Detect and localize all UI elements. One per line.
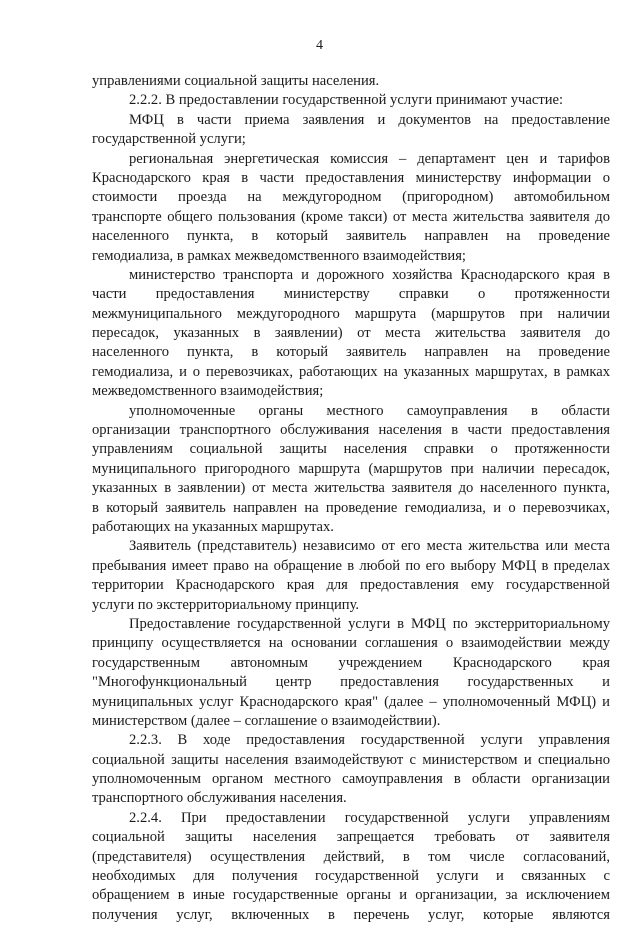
text-line: управлениями социальной защиты населения. xyxy=(92,73,380,89)
text-line: населенного пункта, в который заявитель направлен на проведение xyxy=(92,344,610,361)
text-line: МФЦ в части приема заявления и документов на предоставление xyxy=(129,111,610,128)
text-line: пересадок, указанных в заявлении) от места жительства заявителя до xyxy=(92,325,610,342)
text-line: гемодиализа, и о перевозчиках, работающих на указанных маршрутах, в рамках xyxy=(92,363,610,380)
text-line: организации транспортного обслуживания населения в части предоставления xyxy=(92,422,610,439)
text-line: стоимости проезда на междугородном (пригородном) автомобильном xyxy=(92,189,610,206)
text-line: транспорте общего пользования (кроме такси) от места жительства заявителя до xyxy=(92,208,610,225)
text-line: услуги по экстерриториальному принципу. xyxy=(92,596,360,613)
text-line: работающих на указанных маршрутах. xyxy=(92,518,334,535)
text-line: части предоставления министерству справки о протяженности xyxy=(92,286,610,303)
text-line: государственным автономным учреждением Краснодарского края xyxy=(92,654,610,671)
page-number: 4 xyxy=(316,38,323,53)
text-line: 2.2.2. В предоставлении государственной услуги принимают участие: xyxy=(129,92,564,109)
text-line: гемодиализа, в рамках межведомственного взаимодействия; xyxy=(92,247,466,264)
text-line: территории Краснодарского края для предоставления ему государственной xyxy=(92,577,610,594)
text-line: транспортного обслуживания населения. xyxy=(92,790,347,807)
document-body xyxy=(92,72,610,925)
text-line: муниципальных услуг Краснодарского края" (далее – уполномоченный МФЦ) и xyxy=(92,693,610,710)
text-line: государственной услуги; xyxy=(92,131,246,148)
text-line: социальной защиты населения взаимодействуют с министерством и специально xyxy=(92,751,610,768)
text-line: получения услуг, включенных в перечень услуг, которые являются xyxy=(92,906,610,923)
text-line: необходимых для получения государственной услуги и связанных с xyxy=(92,868,610,885)
text-line: 2.2.3. В ходе предоставления государственной услуги управления xyxy=(129,732,610,749)
text-line: министерство транспорта и дорожного хозяйства Краснодарского края в xyxy=(129,266,610,283)
text-line: уполномоченные органы местного самоуправления в области xyxy=(129,402,610,419)
text-line: указанных в заявлении) от места жительства заявителя до населенного пункта, xyxy=(92,480,610,497)
text-line: принципу осуществляется на основании соглашения о взаимодействии между xyxy=(92,635,610,652)
text-line: Предоставление государственной услуги в МФЦ по экстерриториальному xyxy=(129,615,610,632)
text-line: социальной защиты населения запрещается требовать от заявителя xyxy=(92,829,610,846)
text-line: "Многофункциональный центр предоставления государственных и xyxy=(92,674,610,691)
text-line: 2.2.4. При предоставлении государственной услуги управлениям xyxy=(129,809,610,826)
text-line: Заявитель (представитель) независимо от его места жительства или места xyxy=(129,538,610,555)
text-line: обращением в иные государственные органы и организации, за исключением xyxy=(92,887,610,904)
text-line: муниципального пригородного маршрута (маршрутов при наличии пересадок, xyxy=(92,460,610,477)
text-line: межмуниципального междугородного маршрута (маршрутов при наличии xyxy=(92,305,610,322)
text-line: управлениям социальной защиты населения справки о протяженности xyxy=(92,441,610,458)
text-line: Краснодарского края в части предоставления министерству информации о xyxy=(92,169,610,186)
text-line: межведомственного взаимодействия; xyxy=(92,383,324,400)
text-line: в который заявитель направлен на проведение гемодиализа, и о перевозчиках, xyxy=(92,499,610,516)
text-line: (представителя) осуществления действий, в том числе согласований, xyxy=(92,848,610,865)
text-line: министерством (далее – соглашение о взаимодействии). xyxy=(92,712,441,729)
text-line: пребывания имеет право на обращение в любой по его выбору МФЦ в пределах xyxy=(92,557,610,574)
text-line: уполномоченным органом местного самоуправления в области организации xyxy=(92,771,610,788)
text-line: региональная энергетическая комиссия – департамент цен и тарифов xyxy=(129,150,610,167)
text-line: населенного пункта, в который заявитель направлен на проведение xyxy=(92,228,610,245)
